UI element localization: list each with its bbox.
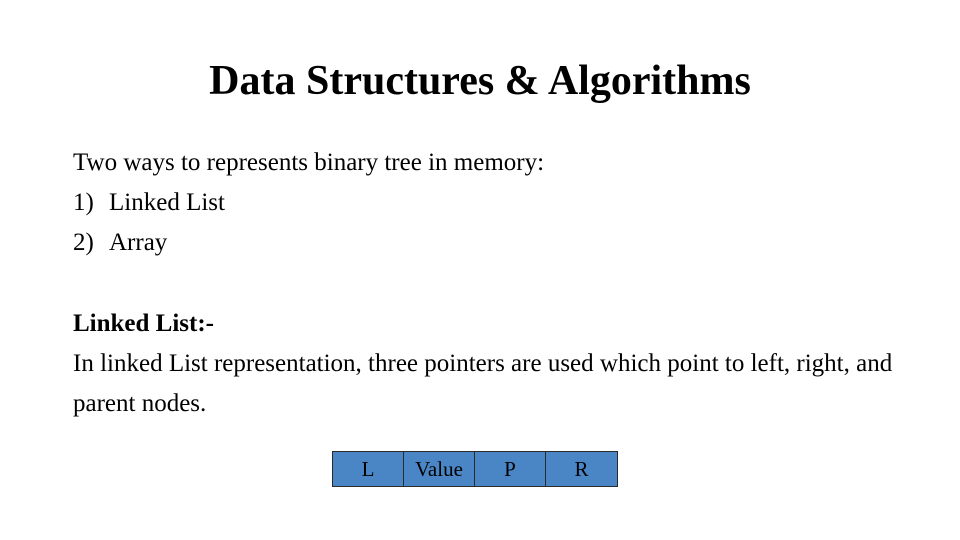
- intro-block: [73, 143, 544, 263]
- list-number: 1): [73, 189, 94, 216]
- slide-title: Data Structures & Algorithms: [209, 58, 751, 104]
- node-cell-left-pointer: L: [333, 452, 404, 486]
- list-text: Linked List: [109, 189, 225, 216]
- node-cell-parent-pointer: P: [475, 452, 546, 486]
- list-item-array: [73, 223, 544, 263]
- node-cell-right-pointer: R: [574, 456, 589, 481]
- list-text: Array: [109, 229, 168, 256]
- linked-list-section: [73, 304, 893, 424]
- node-cell-value: Value: [404, 452, 475, 486]
- section-description: In linked List representation, three pointers are used which point to left, right, and parent nodes.: [73, 350, 893, 417]
- intro-lead: Two ways to represents binary tree in memory:: [73, 149, 545, 176]
- node-diagram: [332, 451, 618, 487]
- list-item-linked-list: [73, 183, 544, 223]
- list-number: 2): [73, 229, 94, 256]
- section-heading: Linked List:-: [73, 310, 215, 337]
